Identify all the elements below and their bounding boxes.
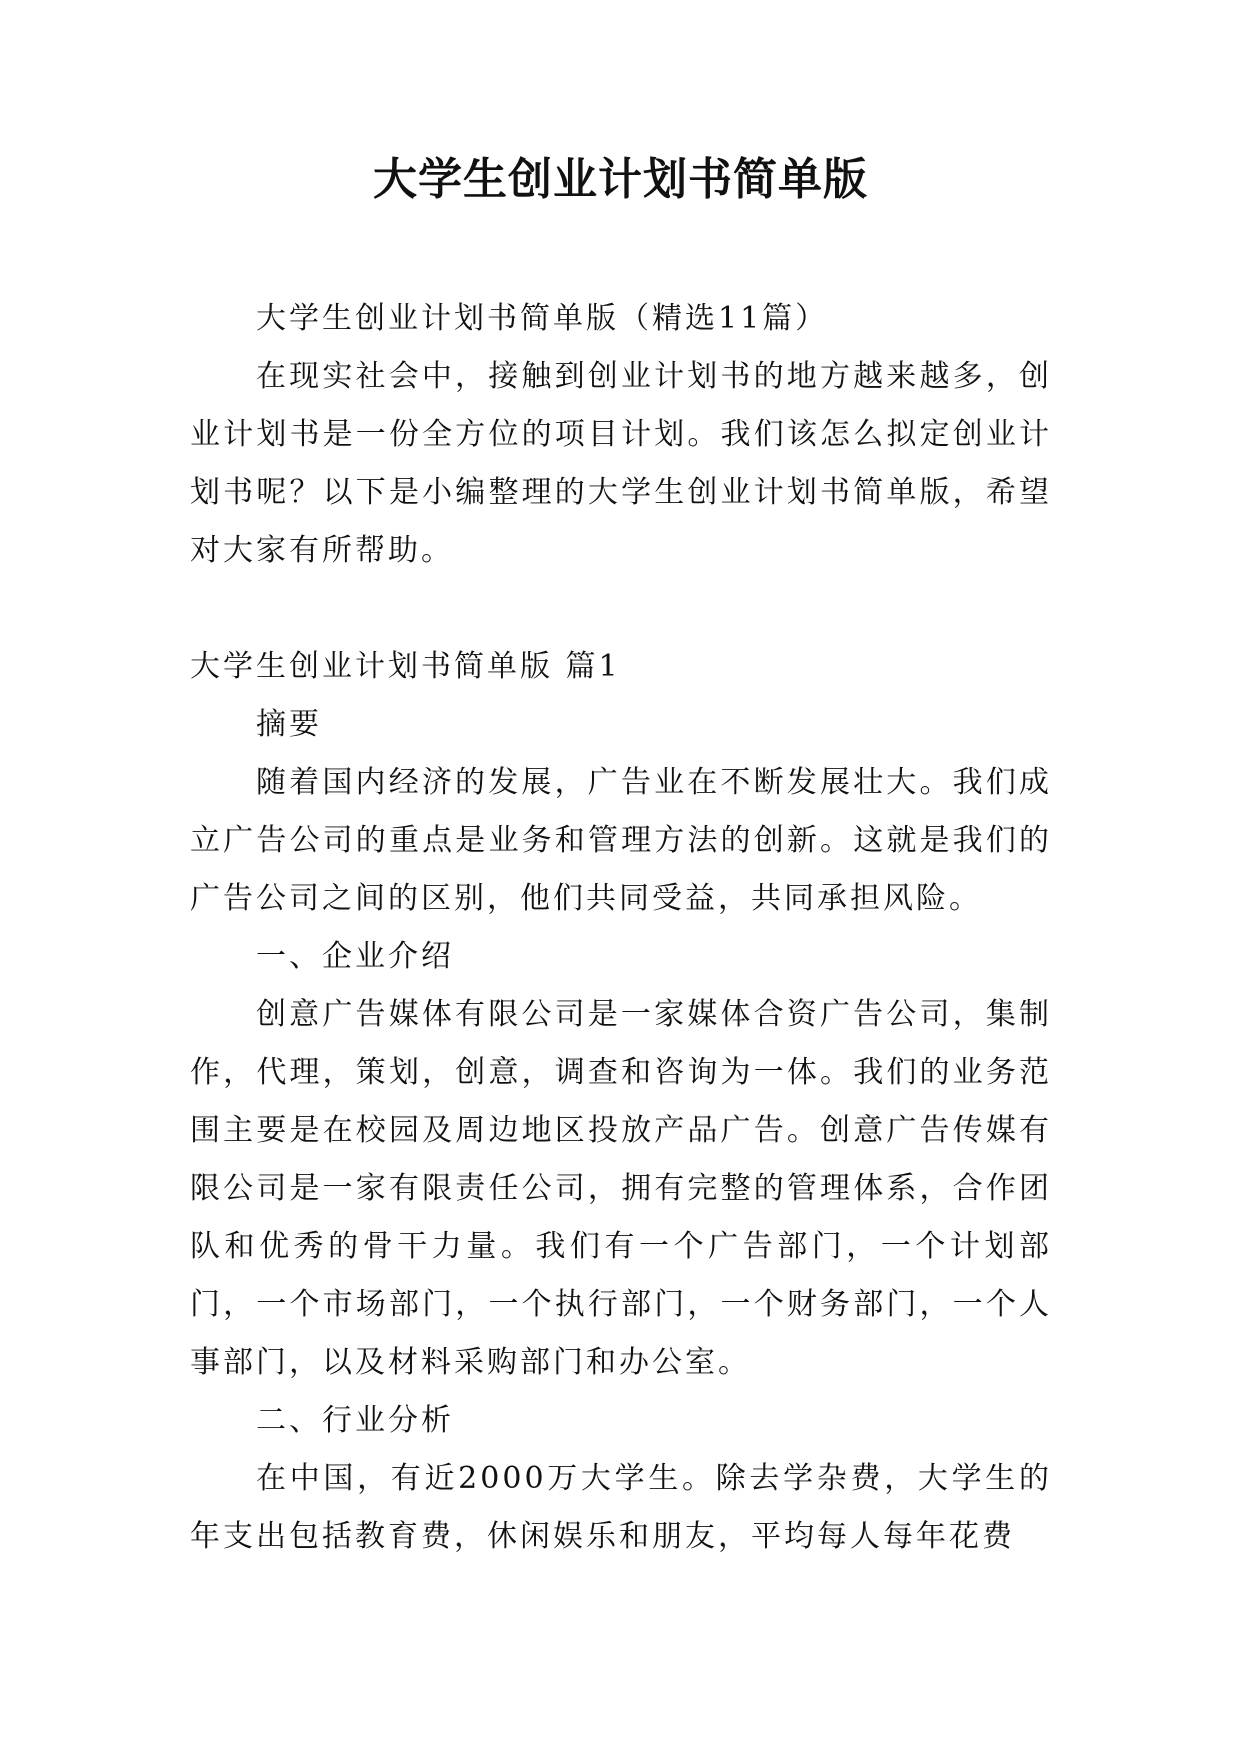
intro-paragraph: 在现实社会中，接触到创业计划书的地方越来越多，创业计划书是一份全方位的项目计划。我们该怎么拟定创业计划书呢？以下是小编整理的大学生创业计划书简单版，希望对大家有所帮助。 (190, 359, 1052, 568)
section-heading: 大学生创业计划书简单版 篇1 (190, 649, 621, 684)
part2-heading: 二、行业分析 (256, 1403, 454, 1438)
paragraph-gap (190, 580, 1052, 638)
document-body (190, 290, 1052, 1566)
abstract-heading: 摘要 (256, 707, 322, 742)
subtitle-paragraph: 大学生创业计划书简单版（精选11篇） (256, 301, 829, 336)
part1-paragraph: 创意广告媒体有限公司是一家媒体合资广告公司，集制作，代理，策划，创意，调查和咨询为一体。我们的业务范围主要是在校园及周边地区投放产品广告。创意广告传媒有限公司是一家有限责任公司，拥有完整的管理体系，合作团队和优秀的骨干力量。我们有一个广告部门，一个计划部门，一个市场部门，一个执行部门，一个财务部门，一个人事部门，以及材料采购部门和办公室。 (190, 997, 1052, 1380)
abstract-paragraph: 随着国内经济的发展，广告业在不断发展壮大。我们成立广告公司的重点是业务和管理方法的创新。这就是我们的广告公司之间的区别，他们共同受益，共同承担风险。 (190, 765, 1052, 916)
part1-heading: 一、企业介绍 (256, 939, 454, 974)
part2-paragraph: 在中国，有近2000万大学生。除去学杂费，大学生的年支出包括教育费，休闲娱乐和朋友，平均每人每年花费 (190, 1461, 1052, 1554)
document-title: 大学生创业计划书简单版 (373, 154, 868, 205)
